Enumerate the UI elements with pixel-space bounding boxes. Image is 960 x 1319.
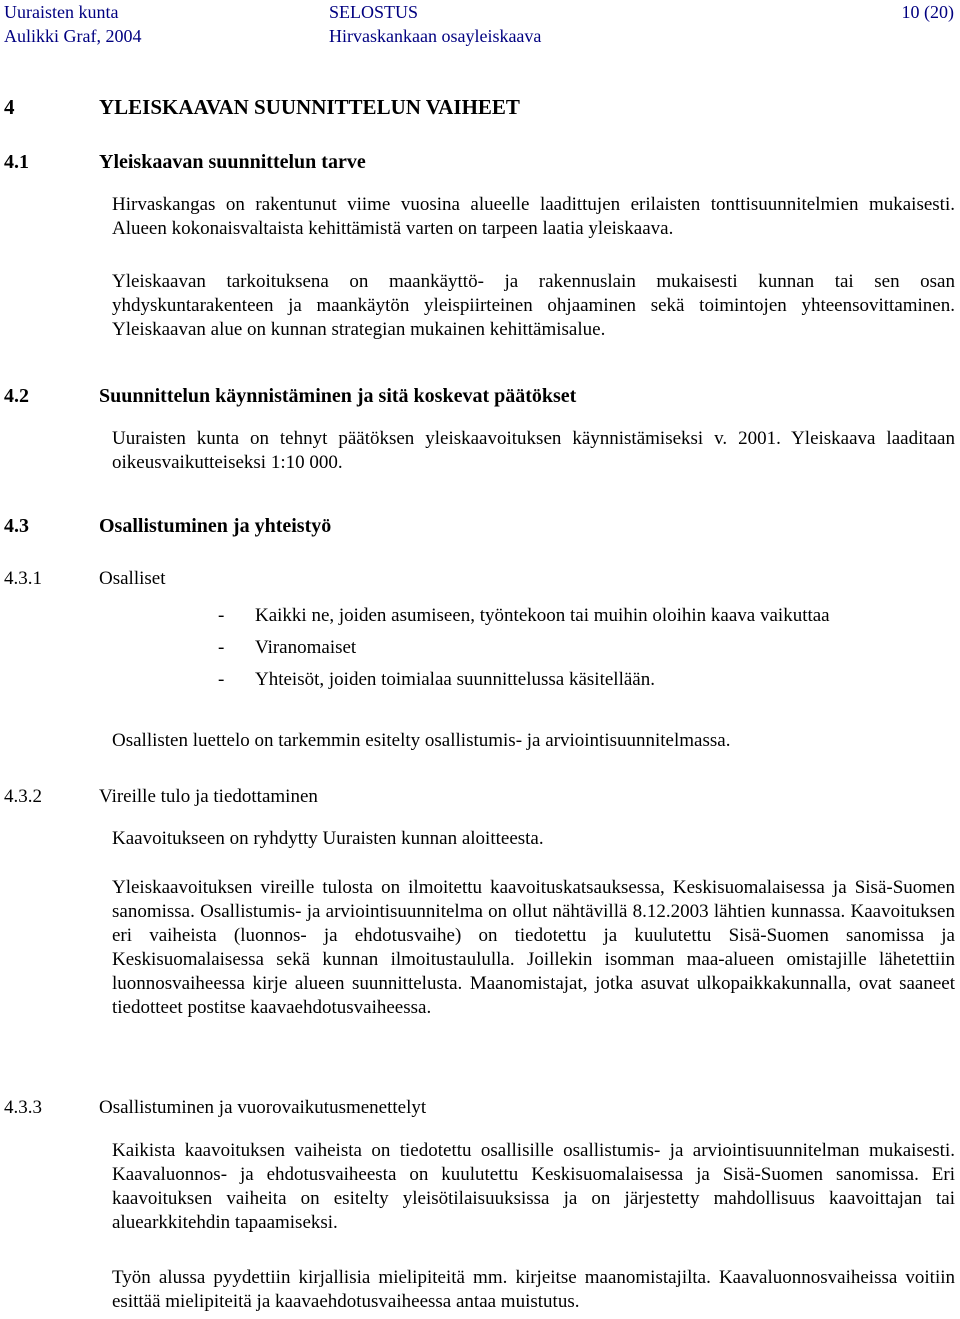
section-4-3-2-paragraph-1: Kaavoitukseen on ryhdytty Uuraisten kunnan aloitteesta. — [112, 828, 544, 849]
section-title: YLEISKAAVAN SUUNNITTELUN VAIHEET — [99, 95, 520, 119]
header-plan-name: Hirvaskankaan osayleiskaava — [329, 26, 542, 46]
list-item-text: Kaikki ne, joiden asumiseen, työntekoon tai muihin oloihin kaava vaikuttaa — [255, 605, 830, 626]
page-header — [4, 0, 954, 48]
section-4-3-1-heading — [4, 566, 166, 592]
section-number: 4.1 — [4, 151, 29, 173]
section-4-3-3-paragraph-2: Työn alussa pyydettiin kirjallisia mielipiteitä mm. kirjeitse maanomistajilta. Kaavaluonnosvaiheissa voitiin esittää mielipiteitä ja kaavaehdotusvaiheessa antaa muistutus. — [112, 1267, 955, 1312]
section-number: 4.3.1 — [4, 568, 42, 589]
section-number: 4.3.3 — [4, 1097, 42, 1118]
section-title: Suunnittelun käynnistäminen ja sitä koskevat päätökset — [99, 385, 577, 407]
list-item-text: Yhteisöt, joiden toimialaa suunnittelussa käsitellään. — [255, 669, 655, 690]
section-title: Osalliset — [99, 568, 166, 589]
section-4-3-3-heading — [4, 1095, 426, 1121]
section-title: Osallistuminen ja vuorovaikutusmenettelyt — [99, 1097, 427, 1118]
section-4-3-3-paragraph-1: Kaikista kaavoituksen vaiheista on tiedotettu osallisille osallistumis- ja arviointisuunnitelman mukaisesti. Kaavaluonnos- ja ehdotusvaiheesta on kuulutettu Keskisuomalaisessa ja Sisä-Suomen sanomissa. Eri kaavoituksen vaiheita on esitelty yleisötilaisuuksissa ja on järjestetty mahdollisuus kaavoittajan tai aluearkkitehdin tapaamiseksi. — [112, 1140, 955, 1233]
header-author: Aulikki Graf, 2004 — [4, 26, 142, 46]
section-title: Yleiskaavan suunnittelun tarve — [99, 151, 366, 173]
section-4-heading — [4, 94, 520, 120]
header-row-1 — [4, 0, 954, 24]
section-4-3-heading — [4, 513, 331, 539]
header-org: Uuraisten kunta — [4, 2, 119, 22]
list-item-text: Viranomaiset — [255, 637, 357, 658]
header-row-2 — [4, 24, 954, 48]
section-4-3-2-heading — [4, 784, 318, 810]
list-dash: - — [218, 669, 225, 690]
section-4-1-paragraph-2: Yleiskaavan tarkoituksena on maankäyttö- ja rakennuslain mukaisesti kunnan tai sen osan yhdyskuntarakenteen ja maankäytön yleispiirteinen ohjaaminen sekä toimintojen yhteensovittaminen. Yleiskaavan alue on kunnan strategian mukainen kehittämisalue. — [112, 271, 955, 340]
list-dash: - — [218, 605, 225, 626]
header-page-number: 10 (20) — [901, 2, 954, 22]
list-item — [218, 632, 958, 664]
section-4-3-2-paragraph-2: Yleiskaavoituksen vireille tulosta on ilmoitettu kaavoituskatsauksessa, Keskisuomalaisessa ja Sisä-Suomen sanomissa. Osallistumis- ja arviointisuunnitelma on ollut nähtävillä 8.12.2003 lähtien kunnassa. Kaavoituksen eri vaiheista (luonnos- ja ehdotusvaihe) on tiedotettu ja kuulutettu Sisä-Suomen sanomissa ja Keskisuomalaisessa sekä kunnan ilmoitustaululla. Joillekin isomman maa-alueen omistajille lähetettiin luonnosvaiheessa kirje alueen suunnittelusta. Maanomistajat, jotka asuvat ulkopaikkakunnalla, ovat saaneet tiedotteet postitse kaavaehdotusvaiheessa. — [112, 877, 955, 1018]
section-4-1-paragraph-1: Hirvaskangas on rakentunut viime vuosina alueelle laadittujen erilaisten tonttisuunnitelmien mukaisesti. Alueen kokonaisvaltaista kehittämistä varten on tarpeen laatia yleiskaava. — [112, 194, 955, 239]
section-4-2-heading — [4, 383, 576, 409]
section-title: Vireille tulo ja tiedottaminen — [99, 786, 318, 807]
list-item — [218, 664, 958, 696]
section-number: 4.2 — [4, 385, 29, 407]
list-item — [218, 600, 958, 632]
section-4-1-heading — [4, 149, 366, 175]
section-number: 4.3 — [4, 515, 29, 537]
list-dash: - — [218, 637, 225, 658]
section-title: Osallistuminen ja yhteistyö — [99, 515, 332, 537]
section-number: 4.3.2 — [4, 786, 42, 807]
osalliset-list — [218, 600, 958, 696]
section-number: 4 — [4, 95, 15, 119]
header-doc-type: SELOSTUS — [329, 2, 419, 22]
section-4-2-paragraph-1: Uuraisten kunta on tehnyt päätöksen yleiskaavoituksen käynnistämiseksi v. 2001. Yleiskaava laaditaan oikeusvaikutteiseksi 1:10 000. — [112, 428, 955, 473]
section-4-3-1-paragraph-1: Osallisten luettelo on tarkemmin esitelty osallistumis- ja arviointisuunnitelmassa. — [112, 730, 731, 751]
